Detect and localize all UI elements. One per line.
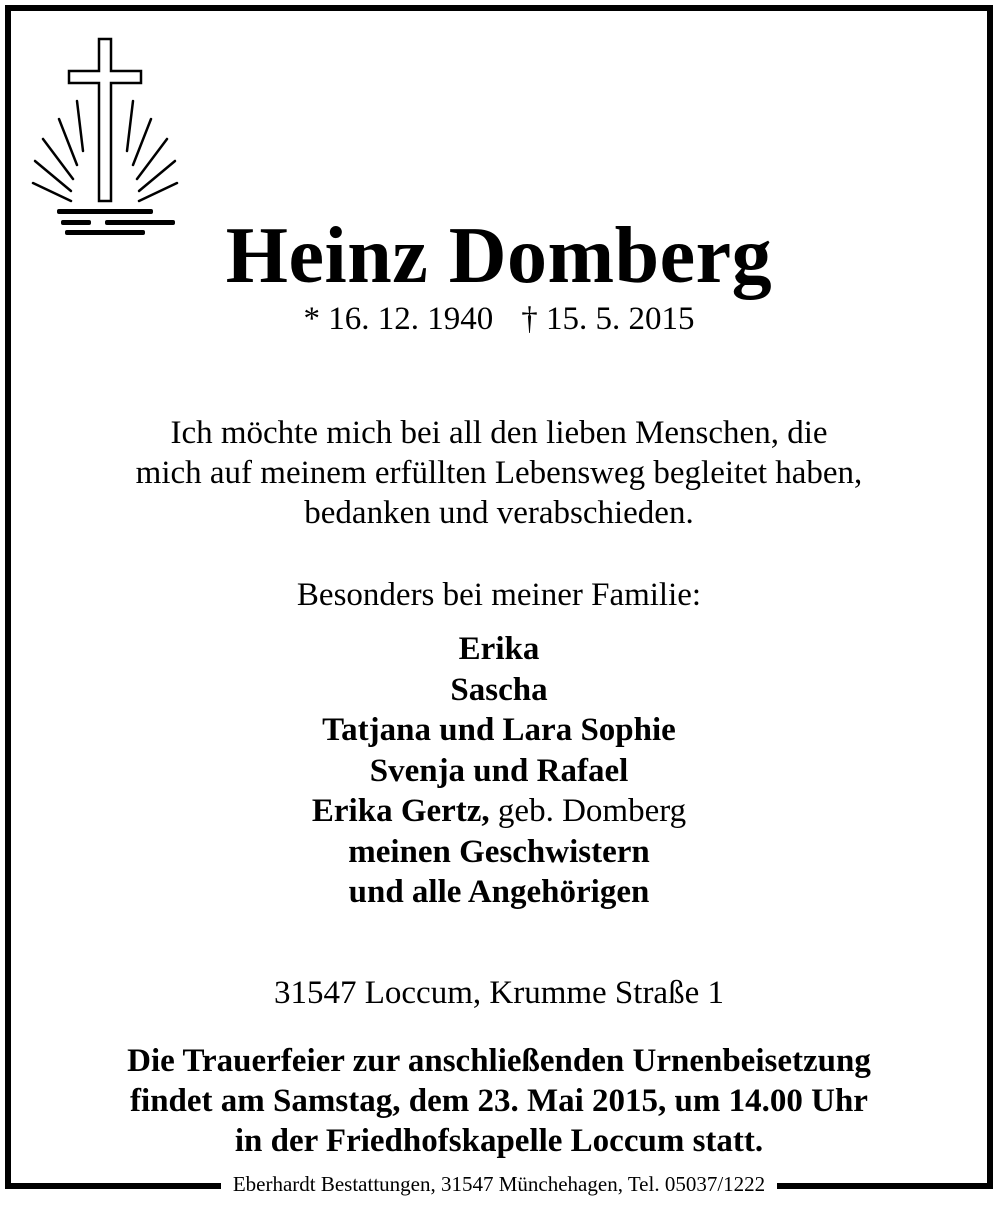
birth-date: * 16. 12. 1940 <box>303 301 494 337</box>
sister-name: Erika Gertz, <box>311 793 490 829</box>
deceased-name: Heinz Domberg <box>225 212 773 300</box>
family-member: und alle Angehörigen <box>348 874 650 910</box>
farewell-message <box>11 413 987 533</box>
service-line: findet am Samstag, dem 23. Mai 2015, um 14.00 Uhr <box>130 1083 868 1119</box>
address: 31547 Loccum, Krumme Straße 1 <box>274 975 724 1011</box>
family-member: Erika <box>458 631 540 667</box>
service-line: Die Trauerfeier zur anschließenden Urnenbeisetzung <box>127 1043 871 1079</box>
message-line: Ich möchte mich bei all den lieben Menschen, die <box>170 415 828 451</box>
funeral-home-info: Eberhardt Bestattungen, 31547 Münchehagen, Tel. 05037/1222 <box>221 1169 777 1199</box>
family-member-sister <box>11 791 987 832</box>
family-list <box>11 629 987 913</box>
message-line: bedanken und verabschieden. <box>304 495 694 531</box>
family-member: Tatjana und Lara Sophie <box>322 712 676 748</box>
family-intro: Besonders bei meiner Familie: <box>296 577 702 613</box>
sister-maiden-name: geb. Domberg <box>489 793 687 829</box>
service-line: in der Friedhofskapelle Loccum statt. <box>234 1123 764 1159</box>
family-member: meinen Geschwistern <box>348 833 650 870</box>
service-details <box>11 1041 987 1161</box>
message-line: mich auf meinem erfüllten Lebensweg begleitet haben, <box>135 455 863 491</box>
family-member: Sascha <box>450 671 548 708</box>
obituary-card <box>5 5 993 1196</box>
family-member: Svenja und Rafael <box>369 752 629 789</box>
life-dates <box>11 299 987 339</box>
death-date: † 15. 5. 2015 <box>521 301 695 337</box>
cross-with-rising-sun-icon <box>31 31 181 239</box>
